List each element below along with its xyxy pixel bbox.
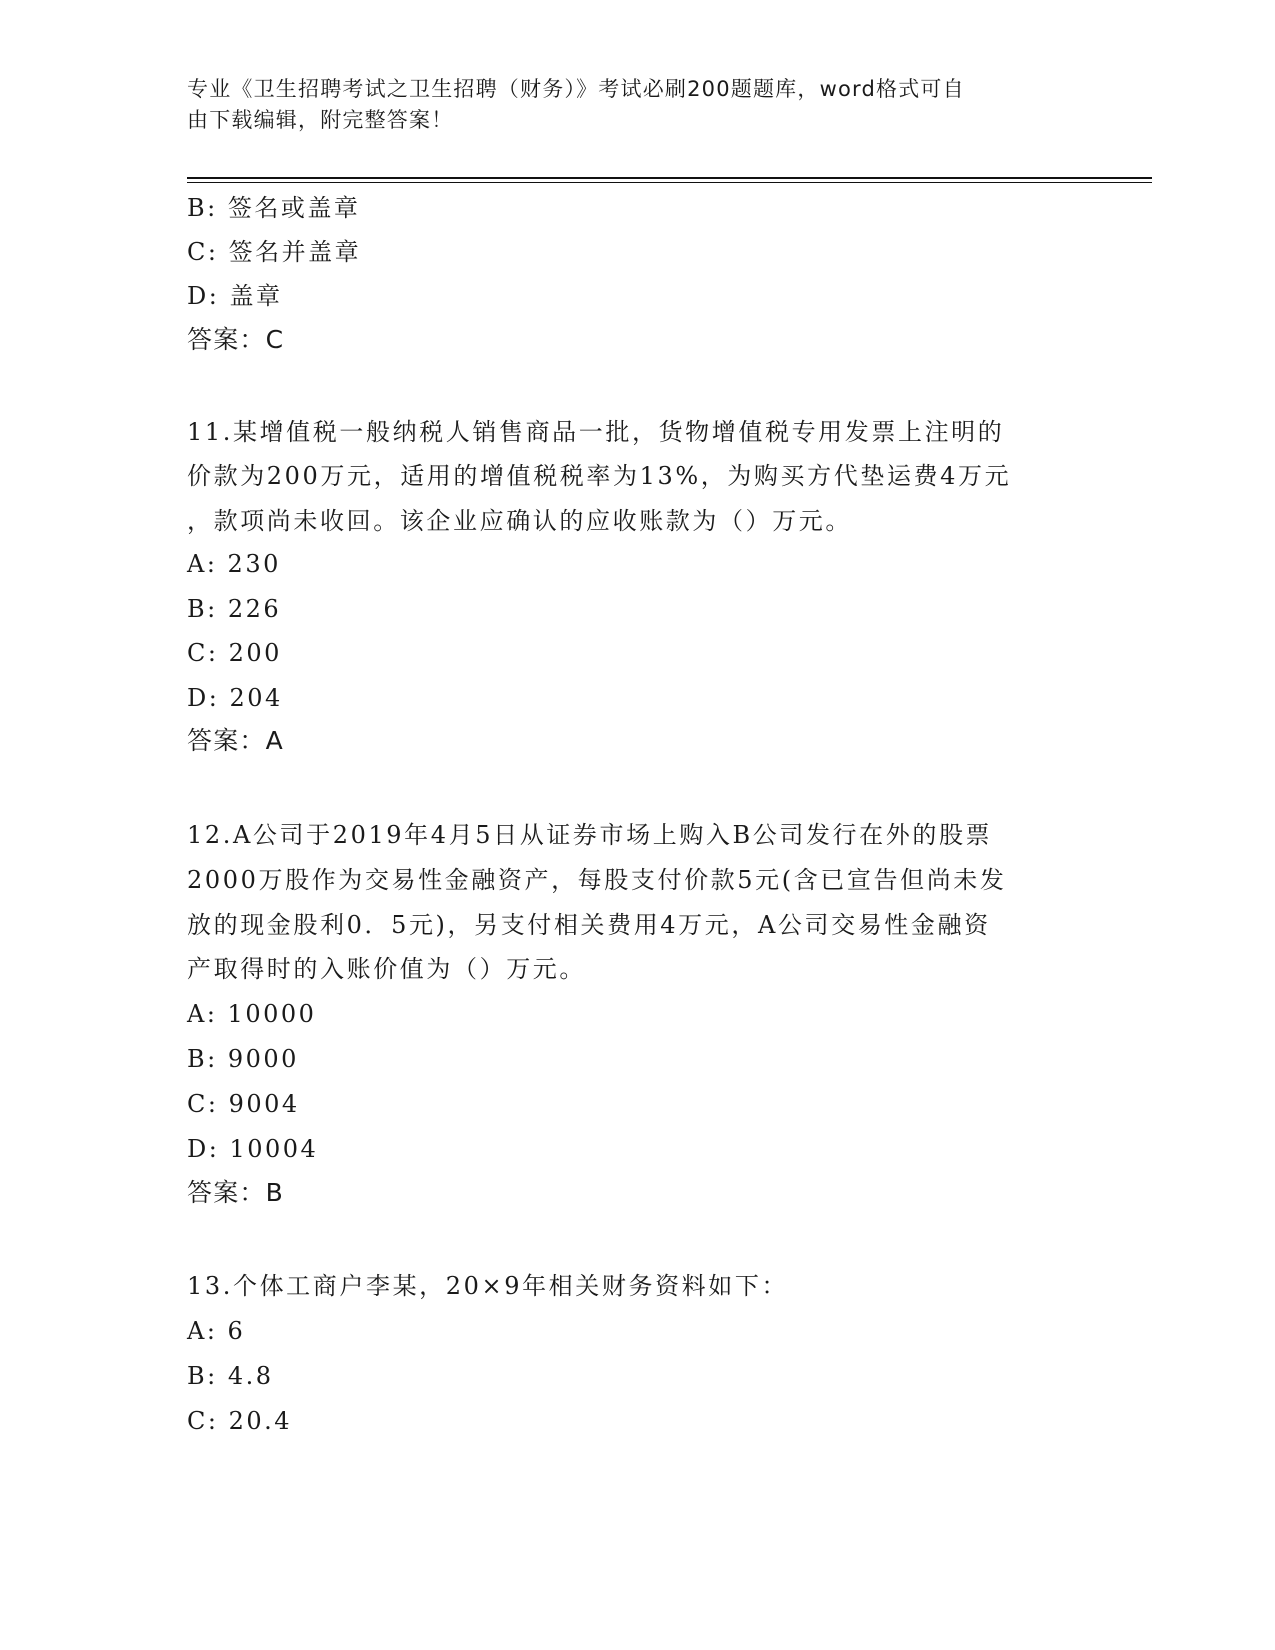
q10-option-c: C: 签名并盖章 [187, 238, 362, 266]
header-line-2: 由下载编辑，附完整答案！ [187, 108, 454, 132]
q11-option-a: A: 230 [187, 550, 281, 578]
header-rule-thick [187, 177, 1152, 179]
q11-option-b: B: 226 [187, 595, 282, 623]
header-rule-thin [187, 182, 1152, 183]
q11-answer: 答案：A [187, 726, 284, 755]
q12-option-c: C: 9004 [187, 1090, 300, 1118]
q12-stem-line-3: 放的现金股利0．5元)，另支付相关费用4万元，A公司交易性金融资 [187, 911, 991, 939]
q11-option-d: D: 204 [187, 684, 283, 712]
q12-option-b: B: 9000 [187, 1045, 299, 1073]
q13-stem-line-1: 13.个体工商户李某，20×9年相关财务资料如下： [187, 1272, 789, 1300]
q10-option-b: B: 签名或盖章 [187, 194, 361, 222]
q12-option-d: D: 10004 [187, 1135, 319, 1163]
q11-stem-line-1: 11.某增值税一般纳税人销售商品一批，货物增值税专用发票上注明的 [187, 418, 1005, 446]
q12-stem-line-4: 产取得时的入账价值为（）万元。 [187, 955, 586, 983]
q11-stem-line-3: ，款项尚未收回。该企业应确认的应收账款为（）万元。 [187, 507, 852, 535]
q13-option-b: B: 4.8 [187, 1362, 274, 1390]
document-header [187, 74, 1067, 136]
q12-option-a: A: 10000 [187, 1000, 317, 1028]
header-line-1: 专业《卫生招聘考试之卫生招聘（财务）》考试必刷200题题库，word格式可自 [187, 77, 965, 101]
q12-answer: 答案：B [187, 1178, 284, 1207]
q13-option-a: A: 6 [187, 1317, 246, 1345]
q12-stem-line-2: 2000万股作为交易性金融资产，每股支付价款5元(含已宣告但尚未发 [187, 866, 1007, 894]
q13-option-c: C: 20.4 [187, 1407, 293, 1435]
q10-answer: 答案：C [187, 325, 285, 354]
q11-stem-line-2: 价款为200万元，适用的增值税税率为13%，为购买方代垫运费4万元 [187, 462, 1012, 490]
q11-option-c: C: 200 [187, 639, 282, 667]
q10-option-d: D: 盖章 [187, 282, 283, 310]
q12-stem-line-1: 12.A公司于2019年4月5日从证券市场上购入B公司发行在外的股票 [187, 821, 993, 849]
